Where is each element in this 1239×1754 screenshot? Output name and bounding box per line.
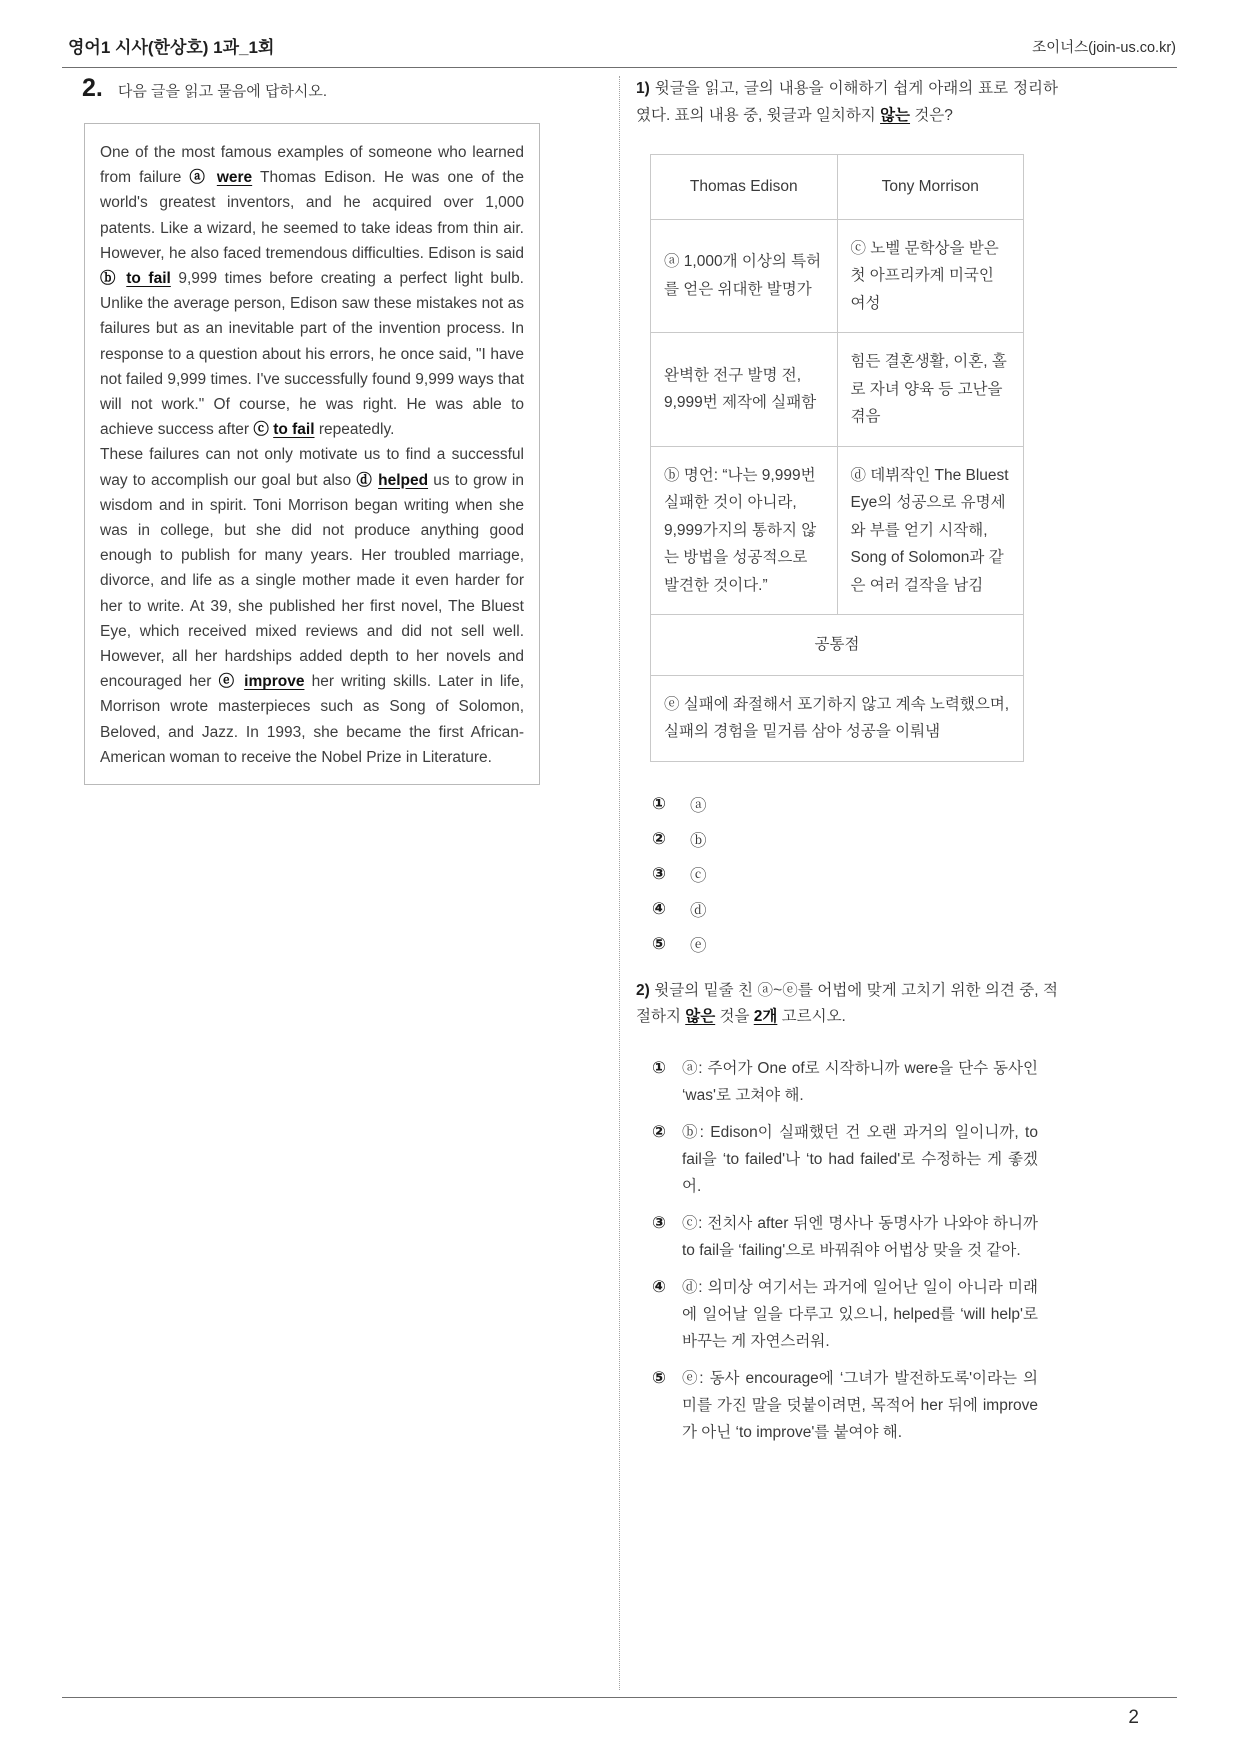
question1-option-3[interactable] xyxy=(652,862,1058,886)
table-row xyxy=(651,333,1024,447)
question1-option-2[interactable] xyxy=(652,827,1058,851)
circled-letter: ⓒ xyxy=(253,421,269,439)
table-cell: ⓒ 노벨 문학상을 받은 첫 아프리카계 미국인 여성 xyxy=(837,219,1024,333)
option-number: ① xyxy=(652,1058,666,1077)
question2-label: 2) xyxy=(636,981,650,999)
question1-label: 1) xyxy=(636,80,650,97)
option-text: ⓓ: 의미상 여기서는 과거에 일어난 일이 아니라 미래에 일어날 일을 다루고 있으니, helped를 ‘will help'로 바꾸는 게 자연스러워. xyxy=(681,1278,1038,1350)
question2-block xyxy=(636,978,1058,1446)
main-question-prompt: 다음 글을 읽고 물음에 답하시오. xyxy=(117,83,328,100)
question1-option-4[interactable] xyxy=(652,897,1058,921)
circled-letter: ⓓ xyxy=(356,471,373,489)
option-text: ⓔ: 동사 encourage에 ‘그녀가 발전하도록'이라는 의미를 가진 말을 덧붙이려면, 목적어 her 뒤에 improve가 아닌 ‘to improve'를 붙여야 해. xyxy=(681,1369,1038,1441)
underlined-term: improve xyxy=(244,673,305,691)
question2-option-5[interactable] xyxy=(652,1365,1058,1446)
option-letter: ⓔ xyxy=(689,936,707,955)
passage-text xyxy=(100,140,524,770)
underlined-term: to fail xyxy=(126,270,171,288)
option-number: ⑤ xyxy=(652,934,666,953)
table-cell: ⓐ 1,000개 이상의 특허를 얻은 위대한 발명가 xyxy=(651,219,838,333)
table-common-label: 공통점 xyxy=(651,615,1024,676)
question2-prompt-before: 윗글의 밑줄 친 ⓐ~ⓔ를 어법에 맞게 고치기 위한 의견 중, 적절하지 xyxy=(636,981,1058,1025)
passage-paragraph: These failures can not only motivate us to find a successful way to accomplish our goal but also ⓓ helped us to grow in wisdom and in spirit. Toni Morrison began writing when she was in college, but she did not produce anything good enough to publish for many years. Her troubled marriage, divorce, and life as a single mother made it even harder for her to write. At 39, she published her first novel, The Bluest Eye, which received mixed reviews and did not sell well. However, all her hardships added depth to her novels and encouraged her ⓔ improve her writing skills. Later in life, Morrison wrote masterpieces such as Song of Solomon, Beloved, and Jazz. In 1993, she became the first African-American woman to receive the Nobel Prize in Literature. xyxy=(100,446,525,766)
option-letter: ⓐ xyxy=(689,796,707,815)
header-site-link: 조이너스(join-us.co.kr) xyxy=(1032,40,1176,56)
circled-letter: ⓔ xyxy=(218,673,237,691)
option-text: ⓒ: 전치사 after 뒤엔 명사나 동명사가 나와야 하니까 to fail을 ‘failing'으로 바꿔줘야 어법상 맞을 것 같아. xyxy=(681,1214,1038,1259)
question2-prompt xyxy=(636,978,1058,1031)
option-text: ⓐ: 주어가 One of로 시작하니까 were을 단수 동사인 ‘was'로 고쳐야 해. xyxy=(681,1059,1038,1104)
main-question-header xyxy=(82,74,546,103)
circled-letter: ⓐ xyxy=(189,169,209,187)
main-question-number: 2. xyxy=(82,74,103,102)
header-rule xyxy=(62,67,1177,68)
underlined-term: to fail xyxy=(273,421,315,439)
question2-prompt-emphasis-2: 2개 xyxy=(753,1008,778,1025)
option-number: ② xyxy=(652,1122,666,1141)
question2-prompt-after: 고르시오. xyxy=(777,1008,846,1025)
option-letter: ⓒ xyxy=(689,866,707,885)
question2-options xyxy=(652,1055,1058,1446)
question2-option-1[interactable] xyxy=(652,1055,1058,1109)
option-number: ④ xyxy=(652,1277,666,1296)
option-letter: ⓑ xyxy=(689,831,707,850)
question2-option-3[interactable] xyxy=(652,1210,1058,1264)
table-header-edison: Thomas Edison xyxy=(651,155,838,220)
question1-options xyxy=(652,792,1058,956)
circled-letter: ⓑ xyxy=(100,270,119,288)
option-number: ② xyxy=(652,829,666,848)
option-number: ③ xyxy=(652,864,666,883)
right-column xyxy=(636,76,1058,1456)
underlined-term: were xyxy=(216,169,253,187)
option-number: ④ xyxy=(652,899,666,918)
option-number: ① xyxy=(652,794,666,813)
table-header-row xyxy=(651,155,1024,220)
question2-prompt-mid: 것을 xyxy=(715,1008,754,1025)
question2-option-2[interactable] xyxy=(652,1119,1058,1200)
header-title: 영어1 시사(한상호) 1과_1회 xyxy=(68,38,275,57)
table-common-label-row xyxy=(651,615,1024,676)
question1-prompt-before: 윗글을 읽고, 글의 내용을 이해하기 쉽게 아래의 표로 정리하였다. 표의 내용 중, 윗글과 일치하지 xyxy=(636,80,1058,124)
table-cell: 힘든 결혼생활, 이혼, 홀로 자녀 양육 등 고난을 겪음 xyxy=(837,333,1024,447)
option-letter: ⓓ xyxy=(689,901,707,920)
question1-option-5[interactable] xyxy=(652,932,1058,956)
table-cell: ⓑ 명언: “나는 9,999번 실패한 것이 아니라, 9,999가지의 통하지 않는 방법을 성공적으로 발견한 것이다.” xyxy=(651,446,838,615)
comparison-table xyxy=(650,154,1024,762)
question1-option-1[interactable] xyxy=(652,792,1058,816)
question1-prompt xyxy=(636,76,1058,129)
table-header-morrison: Tony Morrison xyxy=(837,155,1024,220)
question1-prompt-after: 것은? xyxy=(910,106,953,124)
column-separator xyxy=(619,76,620,1690)
option-number: ⑤ xyxy=(652,1368,666,1387)
page-number: 2 xyxy=(1128,1707,1139,1728)
table-cell: 완벽한 전구 발명 전, 9,999번 제작에 실패함 xyxy=(651,333,838,447)
left-column xyxy=(68,74,546,785)
question2-prompt-emphasis-1: 않은 xyxy=(685,1008,716,1025)
underlined-term: helped xyxy=(378,471,429,489)
passage-paragraph: One of the most famous examples of someone who learned from failure ⓐ were Thomas Edison. He was one of the world's greatest inventors, and he acquired over 1,000 patents. Like a wizard, he seemed to take ideas from thin air. However, he also faced tremendous difficulties. Edison is said ⓑ to fail 9,999 times before creating a perfect light bulb. Unlike the average person, Edison saw these mistakes not as failures but as an inevitable part of the invention process. In response to a question about his errors, he once said, "I have not failed 9,999 times. I've successfully found 9,999 ways that will not work." Of course, he was right. He was able to achieve success after ⓒ to fail repeatedly. xyxy=(100,144,524,439)
table-row xyxy=(651,446,1024,615)
table-cell: ⓓ 데뷔작인 The Bluest Eye의 성공으로 유명세와 부를 얻기 시작해, Song of Solomon과 같은 여러 걸작을 남김 xyxy=(837,446,1024,615)
question1-prompt-emphasis: 않는 xyxy=(880,106,911,124)
option-number: ③ xyxy=(652,1213,666,1232)
option-text: ⓑ: Edison이 실패했던 건 오랜 과거의 일이니까, to fail을 ‘to failed'나 ‘to had failed'로 수정하는 게 좋겠어. xyxy=(681,1123,1038,1195)
passage-box xyxy=(84,123,540,785)
footer-rule xyxy=(62,1697,1177,1698)
table-common-text-row xyxy=(651,675,1024,761)
question2-option-4[interactable] xyxy=(652,1274,1058,1355)
table-common-text: ⓔ 실패에 좌절해서 포기하지 않고 계속 노력했으며, 실패의 경험을 밑거름 삼아 성공을 이뤄냄 xyxy=(651,675,1024,761)
table-row xyxy=(651,219,1024,333)
